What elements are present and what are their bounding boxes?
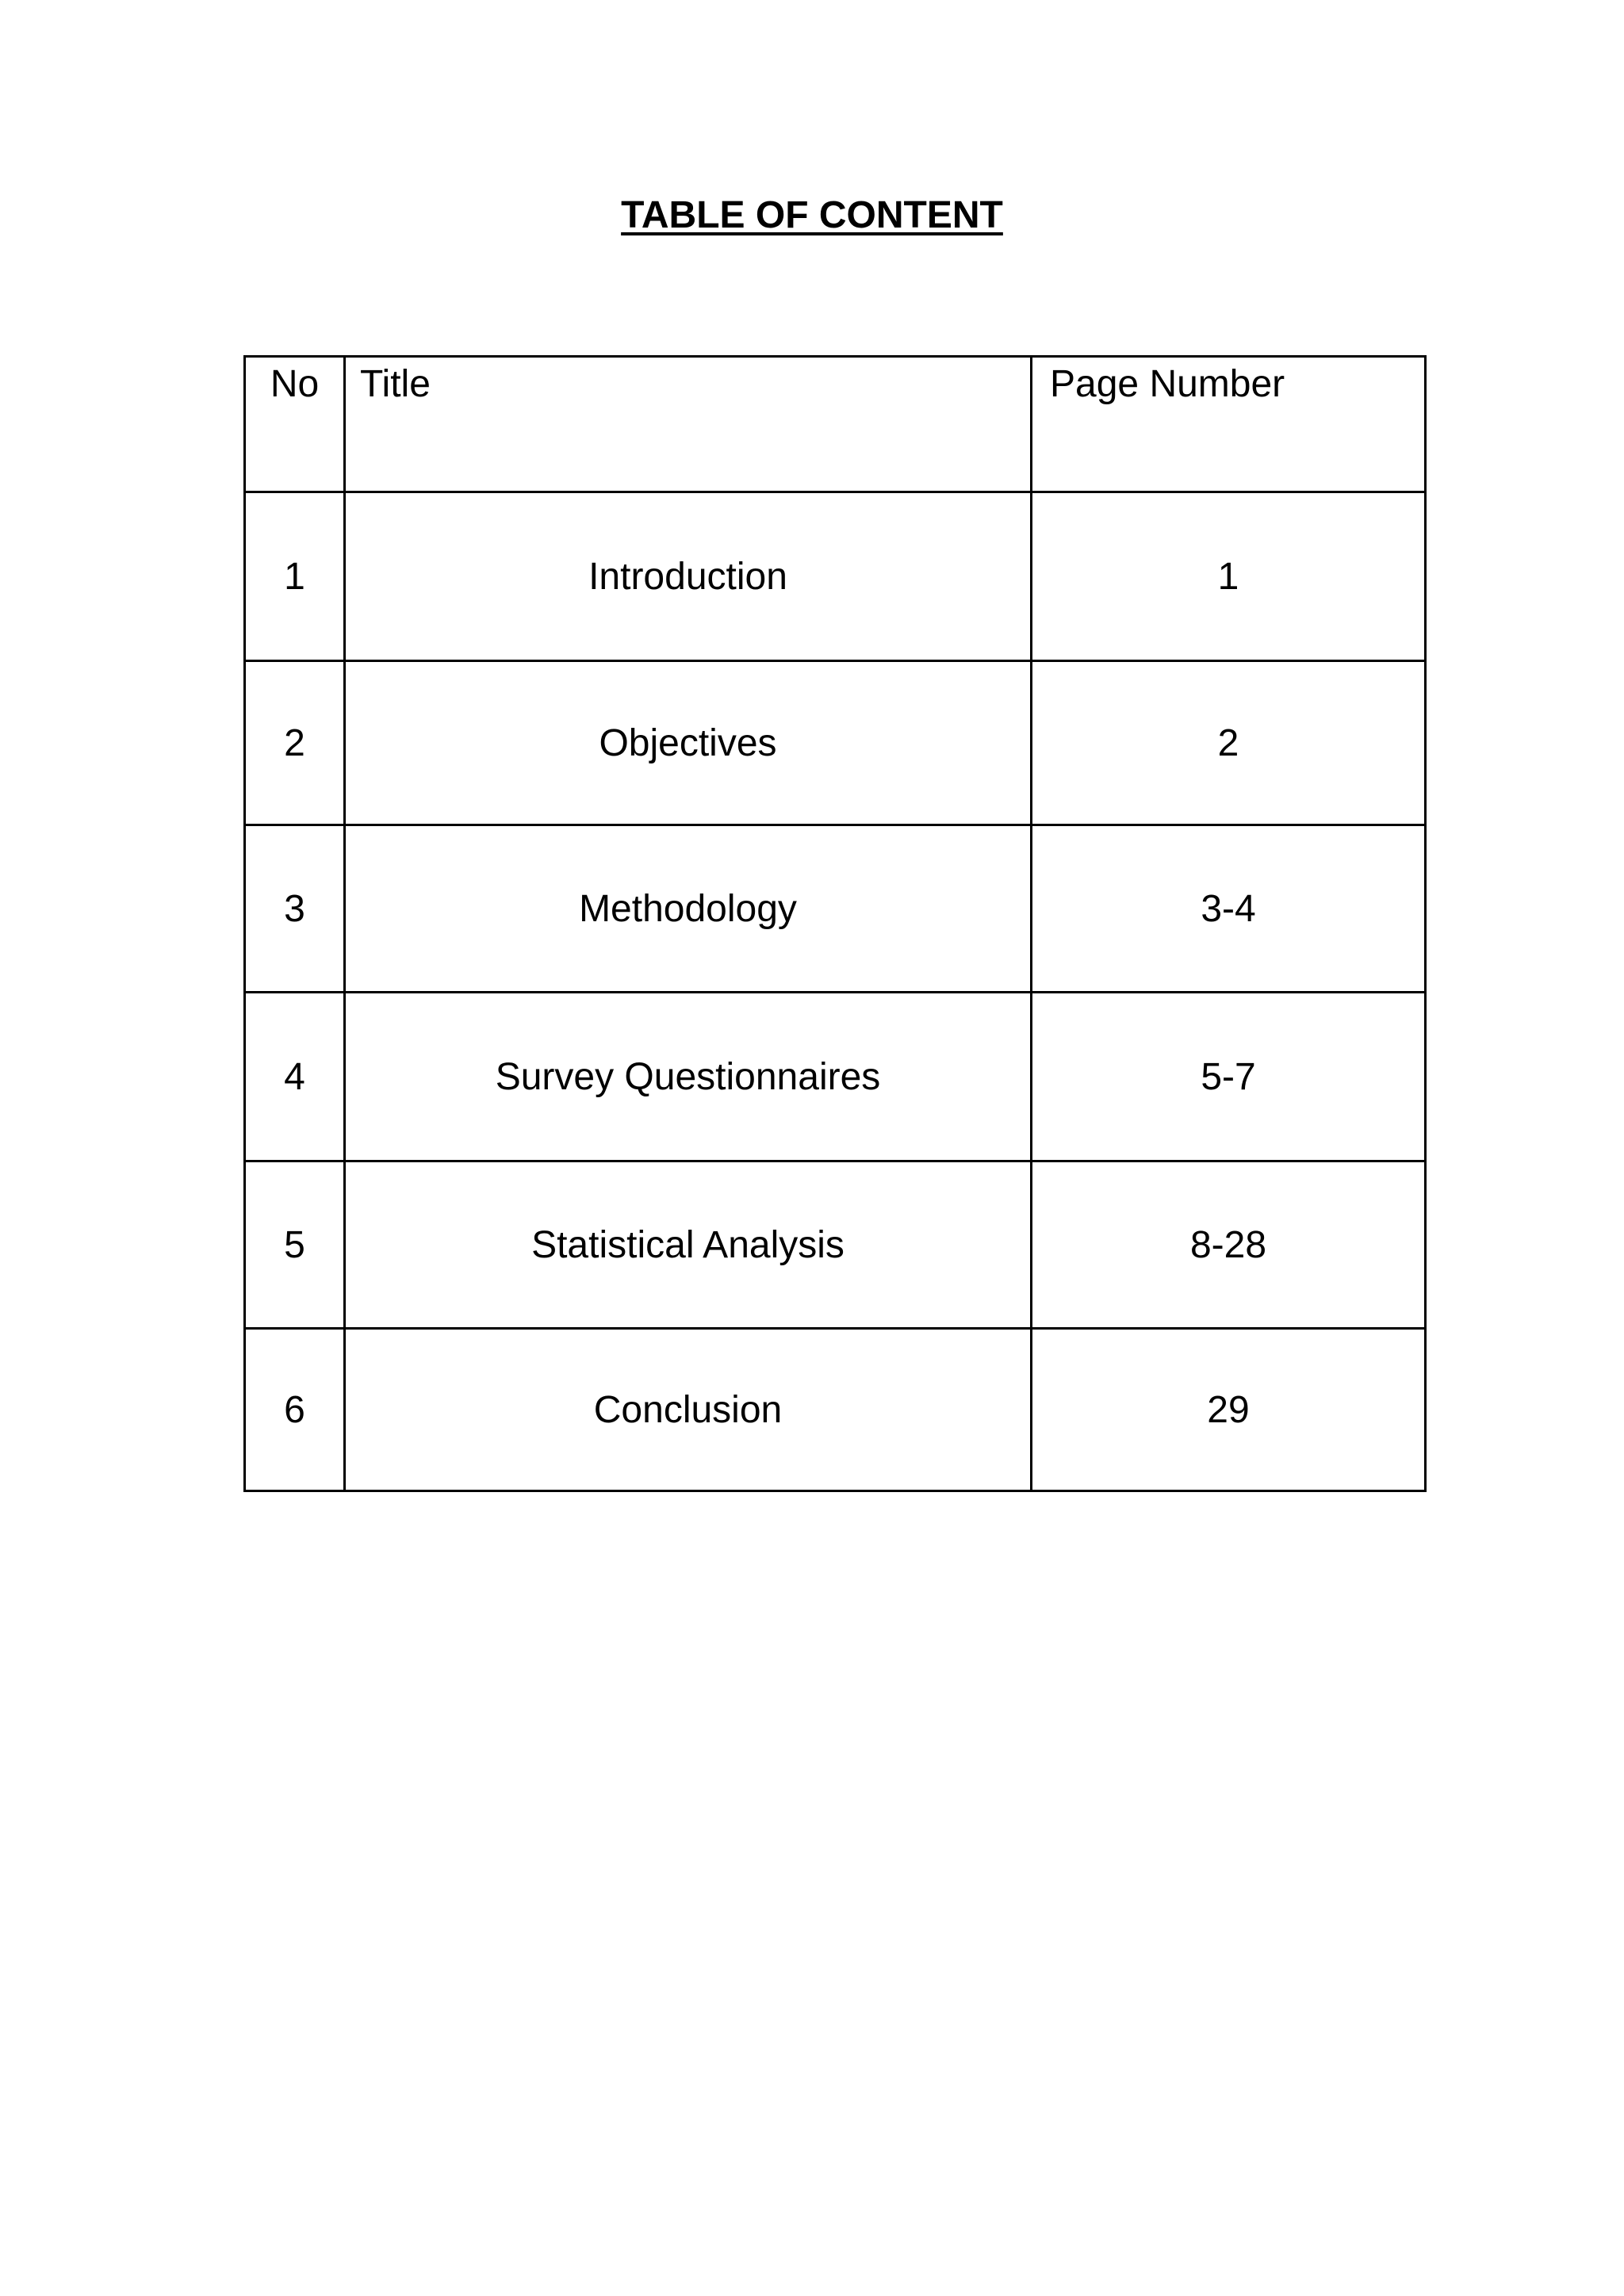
row-page: 1 bbox=[1032, 492, 1426, 661]
row-title: Objectives bbox=[345, 661, 1032, 825]
row-page: 3-4 bbox=[1032, 825, 1426, 993]
row-number: 1 bbox=[245, 492, 345, 661]
row-number: 4 bbox=[245, 993, 345, 1161]
header-row bbox=[245, 357, 1426, 492]
row-title: Statistical Analysis bbox=[345, 1161, 1032, 1329]
table-row bbox=[245, 1161, 1426, 1329]
header-title: Title bbox=[345, 357, 1032, 492]
table-row bbox=[245, 1329, 1426, 1491]
table-row bbox=[245, 492, 1426, 661]
row-page: 29 bbox=[1032, 1329, 1426, 1491]
row-page: 2 bbox=[1032, 661, 1426, 825]
row-page: 8-28 bbox=[1032, 1161, 1426, 1329]
row-page: 5-7 bbox=[1032, 993, 1426, 1161]
row-title: Methodology bbox=[345, 825, 1032, 993]
header-no: No bbox=[245, 357, 345, 492]
row-number: 6 bbox=[245, 1329, 345, 1491]
row-title: Conclusion bbox=[345, 1329, 1032, 1491]
row-number: 2 bbox=[245, 661, 345, 825]
page-title: TABLE OF CONTENT bbox=[621, 194, 1003, 236]
header-page-number: Page Number bbox=[1032, 357, 1426, 492]
table-of-contents bbox=[243, 355, 1427, 1492]
table-row bbox=[245, 661, 1426, 825]
row-number: 3 bbox=[245, 825, 345, 993]
row-number: 5 bbox=[245, 1161, 345, 1329]
row-title: Introduction bbox=[345, 492, 1032, 661]
row-title: Survey Questionnaires bbox=[345, 993, 1032, 1161]
table-row bbox=[245, 825, 1426, 993]
table-row bbox=[245, 993, 1426, 1161]
